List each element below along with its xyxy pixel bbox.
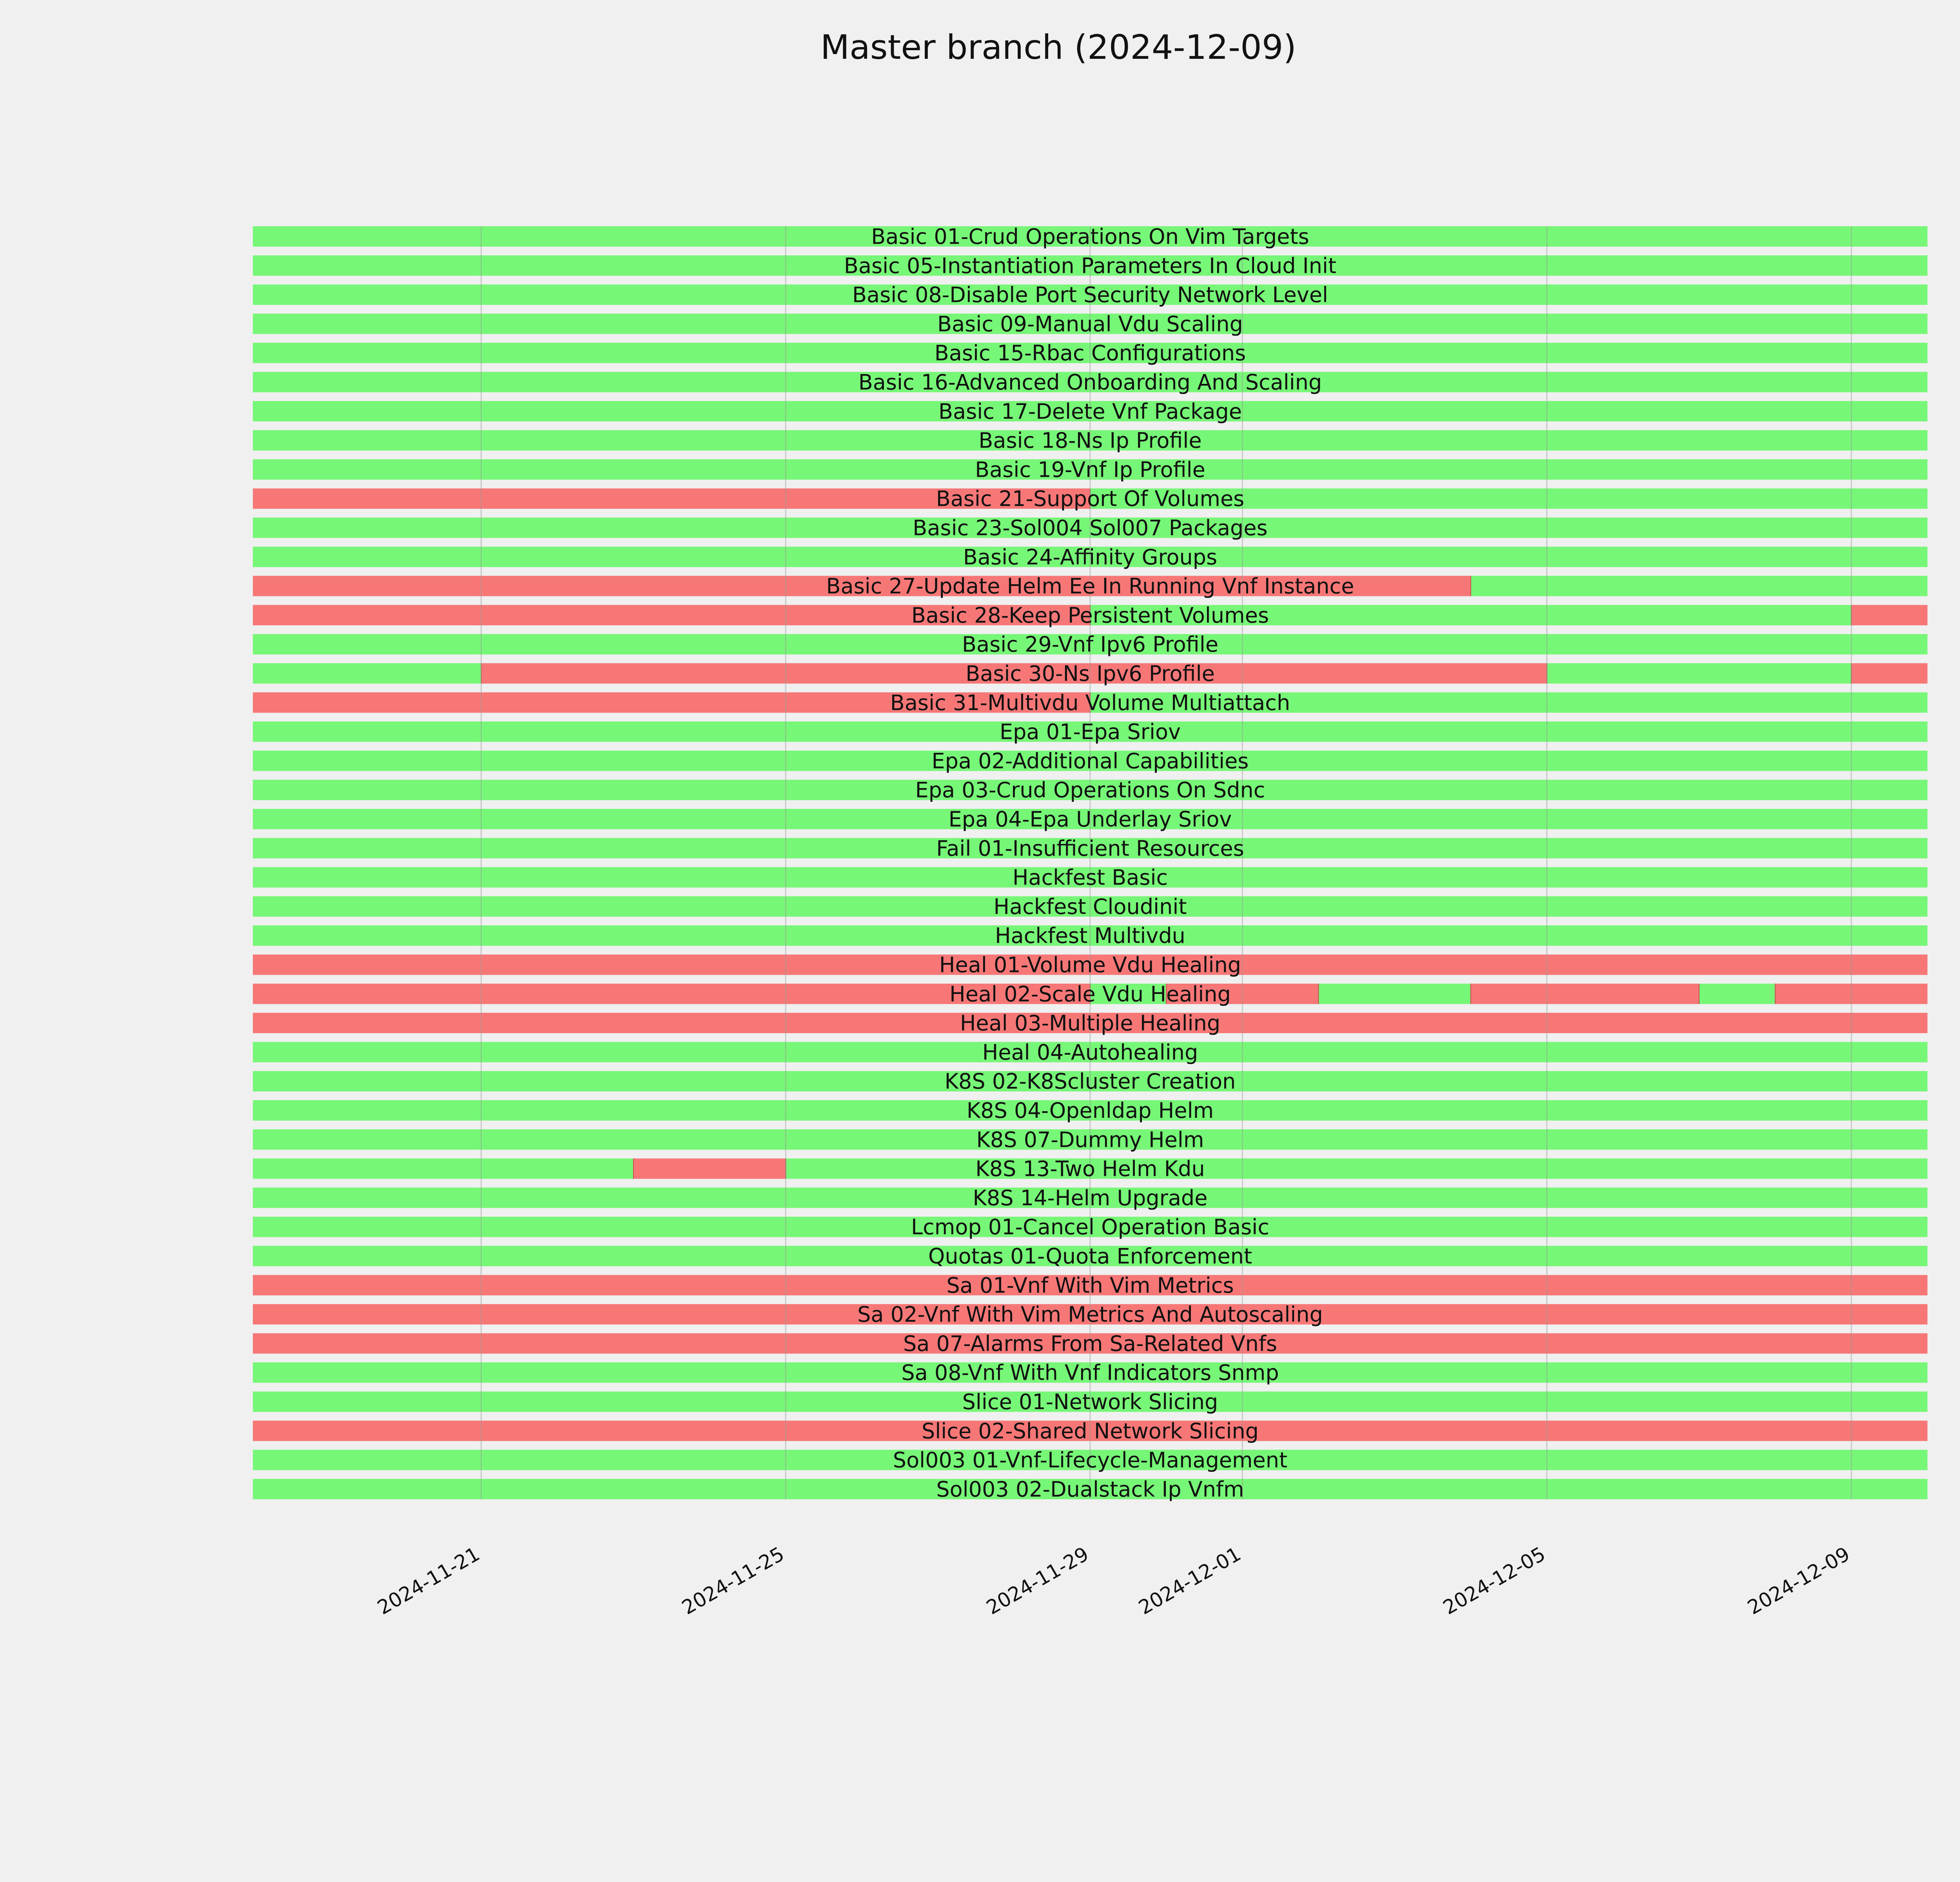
row-label: Epa 03-Crud Operations On Sdnc	[915, 778, 1265, 803]
x-tick-label: 2024-12-05	[1439, 1542, 1550, 1619]
row-label: Basic 29-Vnf Ipv6 Profile	[962, 632, 1219, 657]
row-label: Hackfest Basic	[1012, 865, 1168, 890]
row-label: Basic 24-Affinity Groups	[963, 545, 1218, 570]
row-label: Sa 01-Vnf With Vim Metrics	[946, 1273, 1234, 1298]
x-tick-label: 2024-11-25	[678, 1542, 788, 1619]
row-label: K8S 02-K8Scluster Creation	[944, 1069, 1236, 1094]
bar-segment-pass	[253, 663, 481, 684]
x-tick-label: 2024-12-09	[1744, 1542, 1854, 1619]
row-label: Sa 08-Vnf With Vnf Indicators Snmp	[901, 1360, 1279, 1385]
row-label: Epa 02-Additional Capabilities	[931, 748, 1249, 774]
x-tick-label: 2024-12-01	[1134, 1542, 1245, 1619]
row-label: Slice 01-Network Slicing	[962, 1390, 1218, 1414]
row-label: Heal 03-Multiple Healing	[960, 1011, 1221, 1036]
row-label: Basic 23-Sol004 Sol007 Packages	[913, 516, 1268, 540]
row-label: K8S 13-Two Helm Kdu	[975, 1156, 1205, 1181]
row-label: Basic 09-Manual Vdu Scaling	[937, 311, 1243, 336]
bar-segment-pass	[1699, 984, 1775, 1004]
bar-segment-pass	[1319, 984, 1471, 1004]
row-label: Hackfest Cloudinit	[993, 894, 1187, 919]
row-label: Basic 19-Vnf Ip Profile	[975, 457, 1205, 482]
row-label: Basic 01-Crud Operations On Vim Targets	[871, 224, 1309, 249]
x-tick-label: 2024-11-29	[982, 1542, 1093, 1619]
row-label: Basic 08-Disable Port Security Network Level	[852, 282, 1328, 307]
bar-segment-fail	[633, 1159, 786, 1179]
row-label: Lcmop 01-Cancel Operation Basic	[911, 1215, 1270, 1240]
bar-segment-pass	[1471, 576, 1927, 596]
row-label: Basic 16-Advanced Onboarding And Scaling	[858, 370, 1322, 395]
row-label: Hackfest Multivdu	[995, 923, 1185, 948]
row-label: Basic 17-Delete Vnf Package	[938, 399, 1242, 424]
bar-segment-pass	[786, 1156, 1927, 1181]
row-label: Basic 18-Ns Ip Profile	[978, 428, 1202, 453]
row-label: Basic 15-Rbac Configurations	[934, 341, 1246, 366]
row-label: Epa 01-Epa Sriov	[1000, 719, 1181, 745]
row-label: Basic 31-Multivdu Volume Multiattach	[890, 690, 1290, 715]
row-label: Basic 27-Update Helm Ee In Running Vnf Instance	[826, 574, 1354, 599]
row-label: K8S 04-Openldap Helm	[966, 1098, 1214, 1123]
row-label: Sol003 02-Dualstack Ip Vnfm	[936, 1477, 1244, 1502]
row-label: Sa 07-Alarms From Sa-Related Vnfs	[903, 1331, 1278, 1356]
x-tick-label: 2024-11-21	[373, 1542, 484, 1619]
bar-segment-fail	[1851, 663, 1927, 684]
row-label: Basic 28-Keep Persistent Volumes	[911, 603, 1269, 628]
row-label: Basic 05-Instantiation Parameters In Cloud Init	[844, 253, 1337, 278]
row-label: Basic 21-Support Of Volumes	[936, 486, 1245, 511]
row-label: Quotas 01-Quota Enforcement	[928, 1244, 1252, 1269]
row-label: Heal 01-Volume Vdu Healing	[939, 952, 1241, 977]
row-label: Sa 02-Vnf With Vim Metrics And Autoscaling	[857, 1302, 1323, 1327]
row-label: Slice 02-Shared Network Slicing	[922, 1419, 1259, 1444]
row-label: K8S 07-Dummy Helm	[976, 1127, 1204, 1152]
bar-segment-pass	[253, 1159, 633, 1179]
row-label: Basic 30-Ns Ipv6 Profile	[965, 661, 1215, 686]
chart-title: Master branch (2024-12-09)	[820, 28, 1297, 67]
bar-segment-fail	[1851, 605, 1927, 625]
row-label: Sol003 01-Vnf-Lifecycle-Management	[893, 1448, 1288, 1473]
row-label: K8S 14-Helm Upgrade	[973, 1185, 1208, 1210]
row-label: Heal 04-Autohealing	[982, 1040, 1198, 1065]
bar-segment-fail	[1471, 984, 1699, 1004]
row-label: Epa 04-Epa Underlay Sriov	[948, 807, 1232, 832]
row-label: Heal 02-Scale Vdu Healing	[949, 981, 1231, 1006]
bar-segment-pass	[1547, 663, 1851, 684]
row-label: Fail 01-Insufficient Resources	[936, 836, 1244, 861]
